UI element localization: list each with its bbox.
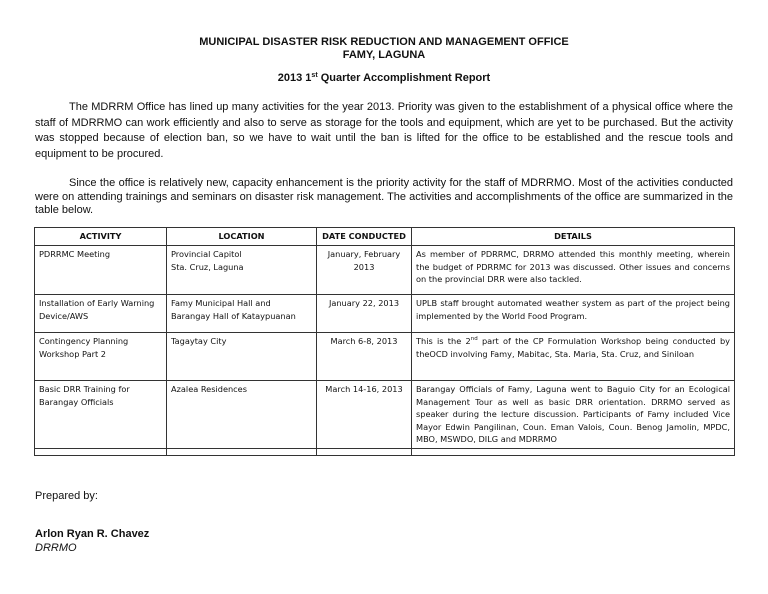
column-header-date: DATE CONDUCTED — [317, 228, 412, 246]
activity-cell: Installation of Early Warning Device/AWS — [35, 295, 167, 333]
report-title — [0, 72, 768, 85]
activity-cell: PDRRMC Meeting — [35, 246, 167, 295]
table-row — [35, 295, 735, 333]
empty-cell — [167, 448, 317, 455]
location-line: Provincial Capitol — [171, 249, 242, 259]
empty-cell — [412, 448, 735, 455]
prepared-by-label: Prepared by: — [35, 490, 98, 502]
location-line: Sta. Cruz, Laguna — [171, 261, 244, 272]
office-title: MUNICIPAL DISASTER RISK REDUCTION AND MANAGEMENT OFFICE — [199, 36, 569, 48]
location-cell: Tagaytay City — [167, 333, 317, 381]
summary-paragraph: Since the office is relatively new, capacity enhancement is the priority activity for the staff of MDRRMO. Most of the activities conducted were on attending trainings and seminars on disaster risk management. The activities and accomplishments of the office are summarized in the table below. — [35, 177, 733, 216]
activities-table — [34, 227, 735, 456]
signatory-title: DRRMO — [35, 542, 77, 554]
location-line: Famy Municipal Hall and — [171, 298, 271, 308]
empty-table-row — [35, 448, 735, 455]
table-row — [35, 333, 735, 381]
report-year: 2013 1 — [277, 72, 312, 84]
report-ordinal-suffix: st — [311, 72, 318, 79]
column-header-location: LOCATION — [167, 228, 317, 246]
table-row — [35, 246, 735, 295]
location-cell: Azalea Residences — [167, 381, 317, 449]
empty-cell — [317, 448, 412, 455]
date-cell: March 14-16, 2013 — [317, 381, 412, 449]
office-location: FAMY, LAGUNA — [342, 49, 426, 61]
details-cell: UPLB staff brought automated weather system as part of the project being implemented by the World Food Program. — [412, 295, 735, 333]
table-header-row — [35, 228, 735, 246]
ordinal-suffix: nd — [470, 336, 478, 342]
details-cell: Barangay Officials of Famy, Laguna went to Baguio City for an Ecological Management Tour as well as basic DRR orientation. DRRMO served as speaker during the lecture discussion. Participants of Famy included Vice Mayor Edwin Pangilinan, Coun. Eman Valois, Coun. Benog Jamolin, MPDC, MBO, MSWDO, DILG and MDRRMO — [412, 381, 735, 449]
details-cell: As member of PDRRMC, DRRMO attended this monthly meeting, wherein the budget of PDRRMC for 2013 was discussed. Other issues and concerns on the provincial DRR were also tackled. — [412, 246, 735, 295]
column-header-details: DETAILS — [412, 228, 735, 246]
empty-cell — [35, 448, 167, 455]
date-cell: January, February 2013 — [317, 246, 412, 295]
table-row — [35, 381, 735, 449]
signatory-name: Arlon Ryan R. Chavez — [35, 528, 150, 540]
report-title-text: Quarter Accomplishment Report — [317, 72, 491, 84]
details-text: part of the CP Formulation Workshop being conducted by theOCD involving Famy, Mabitac, Sta. Maria, Sta. Cruz, and Siniloan — [416, 336, 730, 359]
location-line: Barangay Hall of Kataypuanan — [171, 310, 296, 321]
location-cell — [167, 246, 317, 295]
intro-paragraph: The MDRRM Office has lined up many activities for the year 2013. Priority was given to the establishment of a physical office where the staff of MDRRMO can work efficiently and also to serve as storage for the tools and equipment, which are yet to be purchased. But the activity was stopped because of election ban, so we have to wait until the ban is lifted for the office to be established and the rescue tools and equipment to be procured. — [35, 101, 733, 160]
details-cell — [412, 333, 735, 381]
activity-cell: Contingency Planning Workshop Part 2 — [35, 333, 167, 381]
date-cell: January 22, 2013 — [317, 295, 412, 333]
activity-cell: Basic DRR Training for Barangay Officials — [35, 381, 167, 449]
details-text: This is the 2 — [416, 336, 471, 346]
location-cell — [167, 295, 317, 333]
column-header-activity: ACTIVITY — [35, 228, 167, 246]
date-cell: March 6-8, 2013 — [317, 333, 412, 381]
